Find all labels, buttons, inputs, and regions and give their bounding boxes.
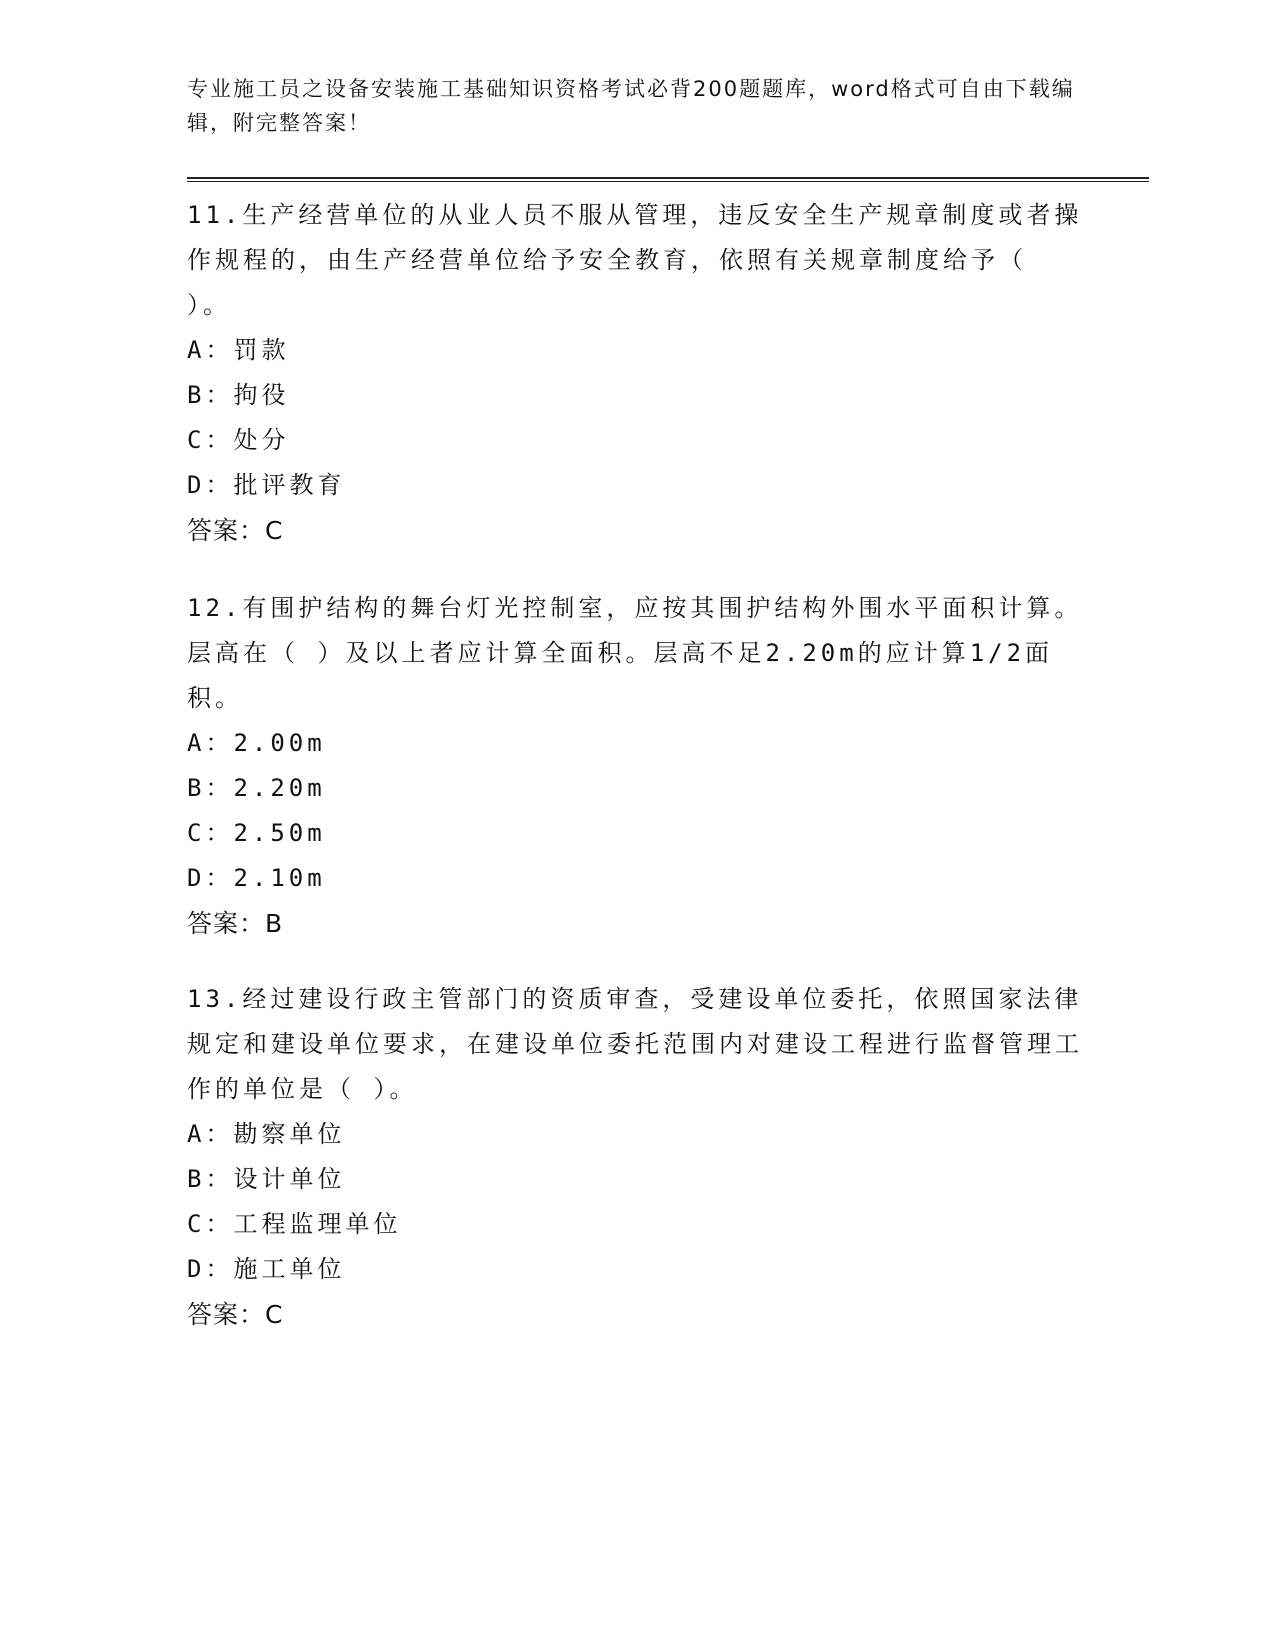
- option-separator: ：: [205, 471, 234, 499]
- option-value: 施工单位: [233, 1255, 346, 1283]
- option-separator: ：: [205, 1165, 234, 1193]
- answer-line: [187, 1292, 1087, 1337]
- option-separator: ：: [205, 729, 234, 757]
- option-key: B: [187, 774, 206, 802]
- answer-line: [187, 508, 1087, 553]
- question-text: 13.经过建设行政主管部门的资质审查，受建设单位委托，依照国家法律规定和建设单位要求，在建设单位委托范围内对建设工程进行监督管理工作的单位是（ ）。: [187, 985, 1083, 1103]
- option-separator: ：: [205, 1120, 234, 1148]
- answer-label: 答案：: [187, 909, 266, 938]
- option-key: D: [187, 471, 206, 499]
- question-13: [187, 977, 1087, 1337]
- option-key: C: [187, 426, 206, 454]
- document-header: 专业施工员之设备安装施工基础知识资格考试必背200题题库，word格式可自由下载编辑，附完整答案！: [187, 77, 1075, 135]
- header-divider-thin: [187, 181, 1149, 182]
- option-key: D: [187, 864, 206, 892]
- option-key: D: [187, 1255, 206, 1283]
- option-value: 处分: [233, 426, 290, 454]
- option-c: [187, 418, 1087, 463]
- option-value: 工程监理单位: [233, 1210, 402, 1238]
- option-value: 批评教育: [233, 471, 346, 499]
- option-separator: ：: [205, 819, 234, 847]
- answer-label: 答案：: [187, 516, 266, 545]
- option-value: 2.00m: [233, 729, 326, 757]
- answer-value: C: [265, 516, 284, 545]
- option-b: [187, 1157, 1087, 1202]
- option-separator: ：: [205, 336, 234, 364]
- option-c: [187, 811, 1087, 856]
- header-divider-thick: [187, 177, 1149, 179]
- question-text: 11.生产经营单位的从业人员不服从管理，违反安全生产规章制度或者操作规程的，由生产经营单位给予安全教育，依照有关规章制度给予（ ）。: [187, 201, 1083, 319]
- option-b: [187, 766, 1087, 811]
- option-c: [187, 1202, 1087, 1247]
- answer-line: [187, 901, 1087, 946]
- option-separator: ：: [205, 864, 234, 892]
- option-key: A: [187, 336, 206, 364]
- option-value: 2.10m: [233, 864, 326, 892]
- answer-label: 答案：: [187, 1300, 266, 1329]
- question-11: [187, 193, 1087, 553]
- option-key: B: [187, 1165, 206, 1193]
- option-value: 勘察单位: [233, 1120, 346, 1148]
- option-key: C: [187, 1210, 206, 1238]
- answer-value: B: [265, 909, 284, 938]
- option-value: 罚款: [233, 336, 290, 364]
- option-separator: ：: [205, 381, 234, 409]
- option-separator: ：: [205, 1255, 234, 1283]
- option-d: [187, 856, 1087, 901]
- option-separator: ：: [205, 774, 234, 802]
- option-value: 2.50m: [233, 819, 326, 847]
- option-d: [187, 463, 1087, 508]
- question-12: [187, 586, 1087, 946]
- option-key: C: [187, 819, 206, 847]
- question-text: 12.有围护结构的舞台灯光控制室，应按其围护结构外围水平面积计算。层高在（ ）及以上者应计算全面积。层高不足2.20m的应计算1/2面积。: [187, 594, 1083, 712]
- option-key: B: [187, 381, 206, 409]
- option-a: [187, 328, 1087, 373]
- option-value: 拘役: [233, 381, 290, 409]
- option-key: A: [187, 1120, 206, 1148]
- option-separator: ：: [205, 426, 234, 454]
- answer-value: C: [265, 1300, 284, 1329]
- option-a: [187, 721, 1087, 766]
- option-key: A: [187, 729, 206, 757]
- option-b: [187, 373, 1087, 418]
- option-a: [187, 1112, 1087, 1157]
- option-value: 设计单位: [233, 1165, 346, 1193]
- option-value: 2.20m: [233, 774, 326, 802]
- option-d: [187, 1247, 1087, 1292]
- option-separator: ：: [205, 1210, 234, 1238]
